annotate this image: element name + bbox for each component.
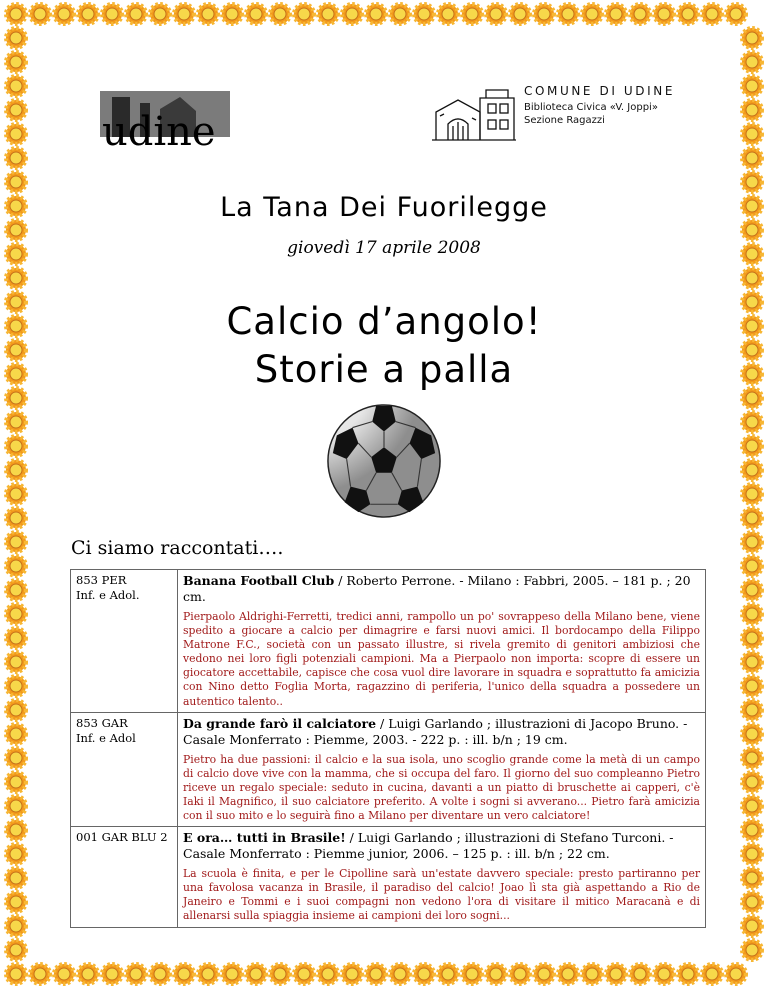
- svg-text:udine: udine: [102, 109, 216, 151]
- sun-icon: [6, 4, 26, 24]
- sun-icon: [78, 964, 98, 984]
- sun-icon: [534, 964, 554, 984]
- sun-icon: [54, 964, 74, 984]
- sun-icon: [6, 820, 26, 840]
- sun-icon: [6, 100, 26, 120]
- sun-icon: [534, 4, 554, 24]
- sun-icon: [742, 844, 762, 864]
- sun-icon: [742, 52, 762, 72]
- book-title: E ora… tutti in Brasile!: [183, 830, 346, 846]
- sun-icon: [30, 964, 50, 984]
- sun-icon: [742, 556, 762, 576]
- municipality-name: COMUNE DI UDINE: [524, 84, 676, 98]
- book-record: [178, 570, 706, 713]
- sun-icon: [742, 892, 762, 912]
- book-abstract: Pierpaolo Aldrighi-Ferretti, tredici anni, rampollo un po' sovrappeso della Milano bene, viene spedito a giocare a calcio per dimagrire e farsi nuovi amici. Il bordocampo della Filippo Matrone F.C., società con un passato illustre, si rivela gremito di genitori ambiziosi che vedono nei loro figli potenziali campioni. Ma a Pierpaolo non importa: scopre di essere un giocatore accettabile, capisce che cosa vuol dire lavorare in squadra e soprattutto fa amicizia con Nino detto Foglia Morta, ragazzino di periferia, l'unico della squadra a possedere un autentico talento..: [183, 610, 700, 708]
- headline: [0, 298, 768, 394]
- sun-icon: [582, 964, 602, 984]
- event-date: giovedì 17 aprile 2008: [287, 238, 481, 258]
- sun-icon: [702, 964, 722, 984]
- sun-icon: [318, 4, 338, 24]
- sun-icon: [6, 268, 26, 288]
- sun-icon: [726, 4, 746, 24]
- headline-line-2: Storie a palla: [254, 348, 514, 391]
- sun-icon: [486, 964, 506, 984]
- sun-icon: [6, 532, 26, 552]
- sun-icon: [742, 916, 762, 936]
- shelf-location: 853 GAR Inf. e Adol: [71, 712, 178, 826]
- sun-icon: [150, 964, 170, 984]
- sun-icon: [6, 652, 26, 672]
- sun-icon: [742, 676, 762, 696]
- sun-icon: [198, 4, 218, 24]
- sun-icon: [438, 964, 458, 984]
- sun-icon: [6, 964, 26, 984]
- sun-icon: [246, 964, 266, 984]
- sun-icon: [6, 508, 26, 528]
- sun-icon: [742, 460, 762, 480]
- event-title: La Tana Dei Fuorilegge: [220, 192, 548, 223]
- sun-icon: [630, 964, 650, 984]
- municipality-header: [524, 84, 675, 127]
- sun-icon: [678, 4, 698, 24]
- sun-icon: [6, 940, 26, 960]
- sun-icon: [6, 556, 26, 576]
- sun-icon: [6, 844, 26, 864]
- sun-icon: [294, 964, 314, 984]
- book-details: / Luigi Garlando ; illustrazioni di Stefano Turconi. - Casale Monferrato : Piemme junior, 2006. – 125 p. : ill. b/n ; 22 cm.: [183, 830, 674, 862]
- sun-icon: [742, 748, 762, 768]
- sun-icon: [126, 964, 146, 984]
- sun-icon: [654, 964, 674, 984]
- sun-icon: [270, 964, 290, 984]
- sun-icon: [742, 868, 762, 888]
- sun-icon: [366, 964, 386, 984]
- sun-icon: [742, 532, 762, 552]
- table-row: [71, 570, 706, 713]
- sun-icon: [726, 964, 746, 984]
- sun-icon: [582, 4, 602, 24]
- sun-icon: [742, 220, 762, 240]
- sun-icon: [742, 124, 762, 144]
- sun-icon: [414, 4, 434, 24]
- sun-icon: [6, 748, 26, 768]
- sun-icon: [6, 700, 26, 720]
- sun-icon: [742, 652, 762, 672]
- udine-logo: [100, 89, 270, 151]
- sun-icon: [742, 820, 762, 840]
- sun-icon: [6, 412, 26, 432]
- sun-icon: [6, 436, 26, 456]
- sun-icon: [6, 916, 26, 936]
- sun-icon: [318, 964, 338, 984]
- sun-icon: [366, 4, 386, 24]
- sun-icon: [6, 676, 26, 696]
- sun-icon: [6, 76, 26, 96]
- sun-icon: [742, 100, 762, 120]
- sun-icon: [150, 4, 170, 24]
- sun-icon: [6, 28, 26, 48]
- sun-icon: [54, 4, 74, 24]
- sun-icon: [742, 412, 762, 432]
- sun-icon: [630, 4, 650, 24]
- sun-icon: [462, 4, 482, 24]
- sun-icon: [678, 964, 698, 984]
- sun-icon: [606, 964, 626, 984]
- book-details: / Luigi Garlando ; illustrazioni di Jacopo Bruno. - Casale Monferrato : Piemme, 2003. - 222 p. : ill. b/n ; 19 cm.: [183, 715, 688, 747]
- sun-icon: [6, 148, 26, 168]
- sun-icon: [486, 4, 506, 24]
- sun-icon: [174, 964, 194, 984]
- sun-icon: [510, 4, 530, 24]
- sun-icon: [742, 628, 762, 648]
- section-heading: Ci siamo raccontati….: [71, 537, 284, 559]
- library-section: Sezione Ragazzi: [524, 115, 605, 126]
- sun-icon: [6, 892, 26, 912]
- sun-icon: [702, 4, 722, 24]
- sun-icon: [174, 4, 194, 24]
- sun-icon: [742, 580, 762, 600]
- sun-icon: [6, 604, 26, 624]
- shelf-location: 853 PER Inf. e Adol.: [71, 570, 178, 713]
- sun-icon: [558, 964, 578, 984]
- sun-icon: [742, 172, 762, 192]
- sun-icon: [6, 220, 26, 240]
- sun-icon: [742, 484, 762, 504]
- sun-icon: [742, 268, 762, 288]
- sun-icon: [102, 964, 122, 984]
- sun-icon: [742, 604, 762, 624]
- sun-icon: [742, 772, 762, 792]
- sun-icon: [742, 700, 762, 720]
- sun-icon: [270, 4, 290, 24]
- sun-icon: [6, 724, 26, 744]
- sun-icon: [6, 172, 26, 192]
- sun-icon: [102, 4, 122, 24]
- sun-icon: [438, 4, 458, 24]
- sun-icon: [78, 4, 98, 24]
- sun-icon: [6, 580, 26, 600]
- sun-icon: [742, 28, 762, 48]
- sun-icon: [742, 724, 762, 744]
- sun-icon: [342, 964, 362, 984]
- sun-icon: [342, 4, 362, 24]
- book-catalog-table: [70, 569, 706, 928]
- sun-icon: [6, 796, 26, 816]
- sun-icon: [294, 4, 314, 24]
- headline-line-1: Calcio d’angolo!: [226, 300, 542, 343]
- sun-icon: [742, 436, 762, 456]
- sun-icon: [6, 484, 26, 504]
- sun-icon: [390, 4, 410, 24]
- sun-icon: [742, 940, 762, 960]
- sun-icon: [742, 76, 762, 96]
- book-abstract: La scuola è finita, e per le Cipolline sarà un'estate davvero speciale: presto partiranno per una favolosa vacanza in Brasile, il paradiso del calcio! Joao lì sta già aspettando a Rio de Janeiro e Tommi e i suoi compagni non vedono l'ora di visitare il mitico Maracanà e di allenarsi sulla spiaggia insieme ai campioni dei loro sogni...: [183, 867, 700, 923]
- table-row: [71, 827, 706, 927]
- library-name: Biblioteca Civica «V. Joppi»: [524, 102, 658, 113]
- sun-icon: [606, 4, 626, 24]
- sun-icon: [390, 964, 410, 984]
- sun-icon: [742, 796, 762, 816]
- sun-icon: [198, 964, 218, 984]
- sun-icon: [654, 4, 674, 24]
- sun-icon: [558, 4, 578, 24]
- sun-icon: [6, 124, 26, 144]
- soccer-ball-icon: [325, 402, 443, 520]
- book-abstract: Pietro ha due passioni: il calcio e la sua isola, uno scoglio grande come la metà di un campo di calcio dove vive con la mamma, che si occupa del faro. Il giorno del suo compleanno Pietro riceve un regalo speciale: seduto in cucina, davanti a un piatto di bruschette ai capperi, c'è Iaki il Magnifico, il suo calciatore preferito. A volte i sogni si avverano... Pietro farà amicizia con il suo mito e lo seguirà fino a Milano per diventare un vero calciatore!: [183, 752, 700, 823]
- book-title: Da grande farò il calciatore: [183, 715, 377, 731]
- sun-icon: [414, 964, 434, 984]
- sun-icon: [462, 964, 482, 984]
- book-details: / Roberto Perrone. - Milano : Fabbri, 2005. – 181 p. ; 20 cm.: [183, 573, 691, 604]
- sun-icon: [6, 868, 26, 888]
- book-record: [178, 712, 706, 826]
- sun-icon: [6, 52, 26, 72]
- table-row: [71, 712, 706, 826]
- sun-icon: [222, 4, 242, 24]
- sun-icon: [246, 4, 266, 24]
- sun-icon: [6, 772, 26, 792]
- shelf-location: 001 GAR BLU 2: [71, 827, 178, 927]
- sun-icon: [742, 508, 762, 528]
- sun-icon: [222, 964, 242, 984]
- sun-icon: [6, 628, 26, 648]
- sun-icon: [6, 460, 26, 480]
- book-title: Banana Football Club: [183, 573, 335, 588]
- sun-icon: [126, 4, 146, 24]
- sun-icon: [510, 964, 530, 984]
- sun-icon: [742, 148, 762, 168]
- library-building-icon: [430, 80, 518, 142]
- sun-icon: [30, 4, 50, 24]
- book-record: [178, 827, 706, 927]
